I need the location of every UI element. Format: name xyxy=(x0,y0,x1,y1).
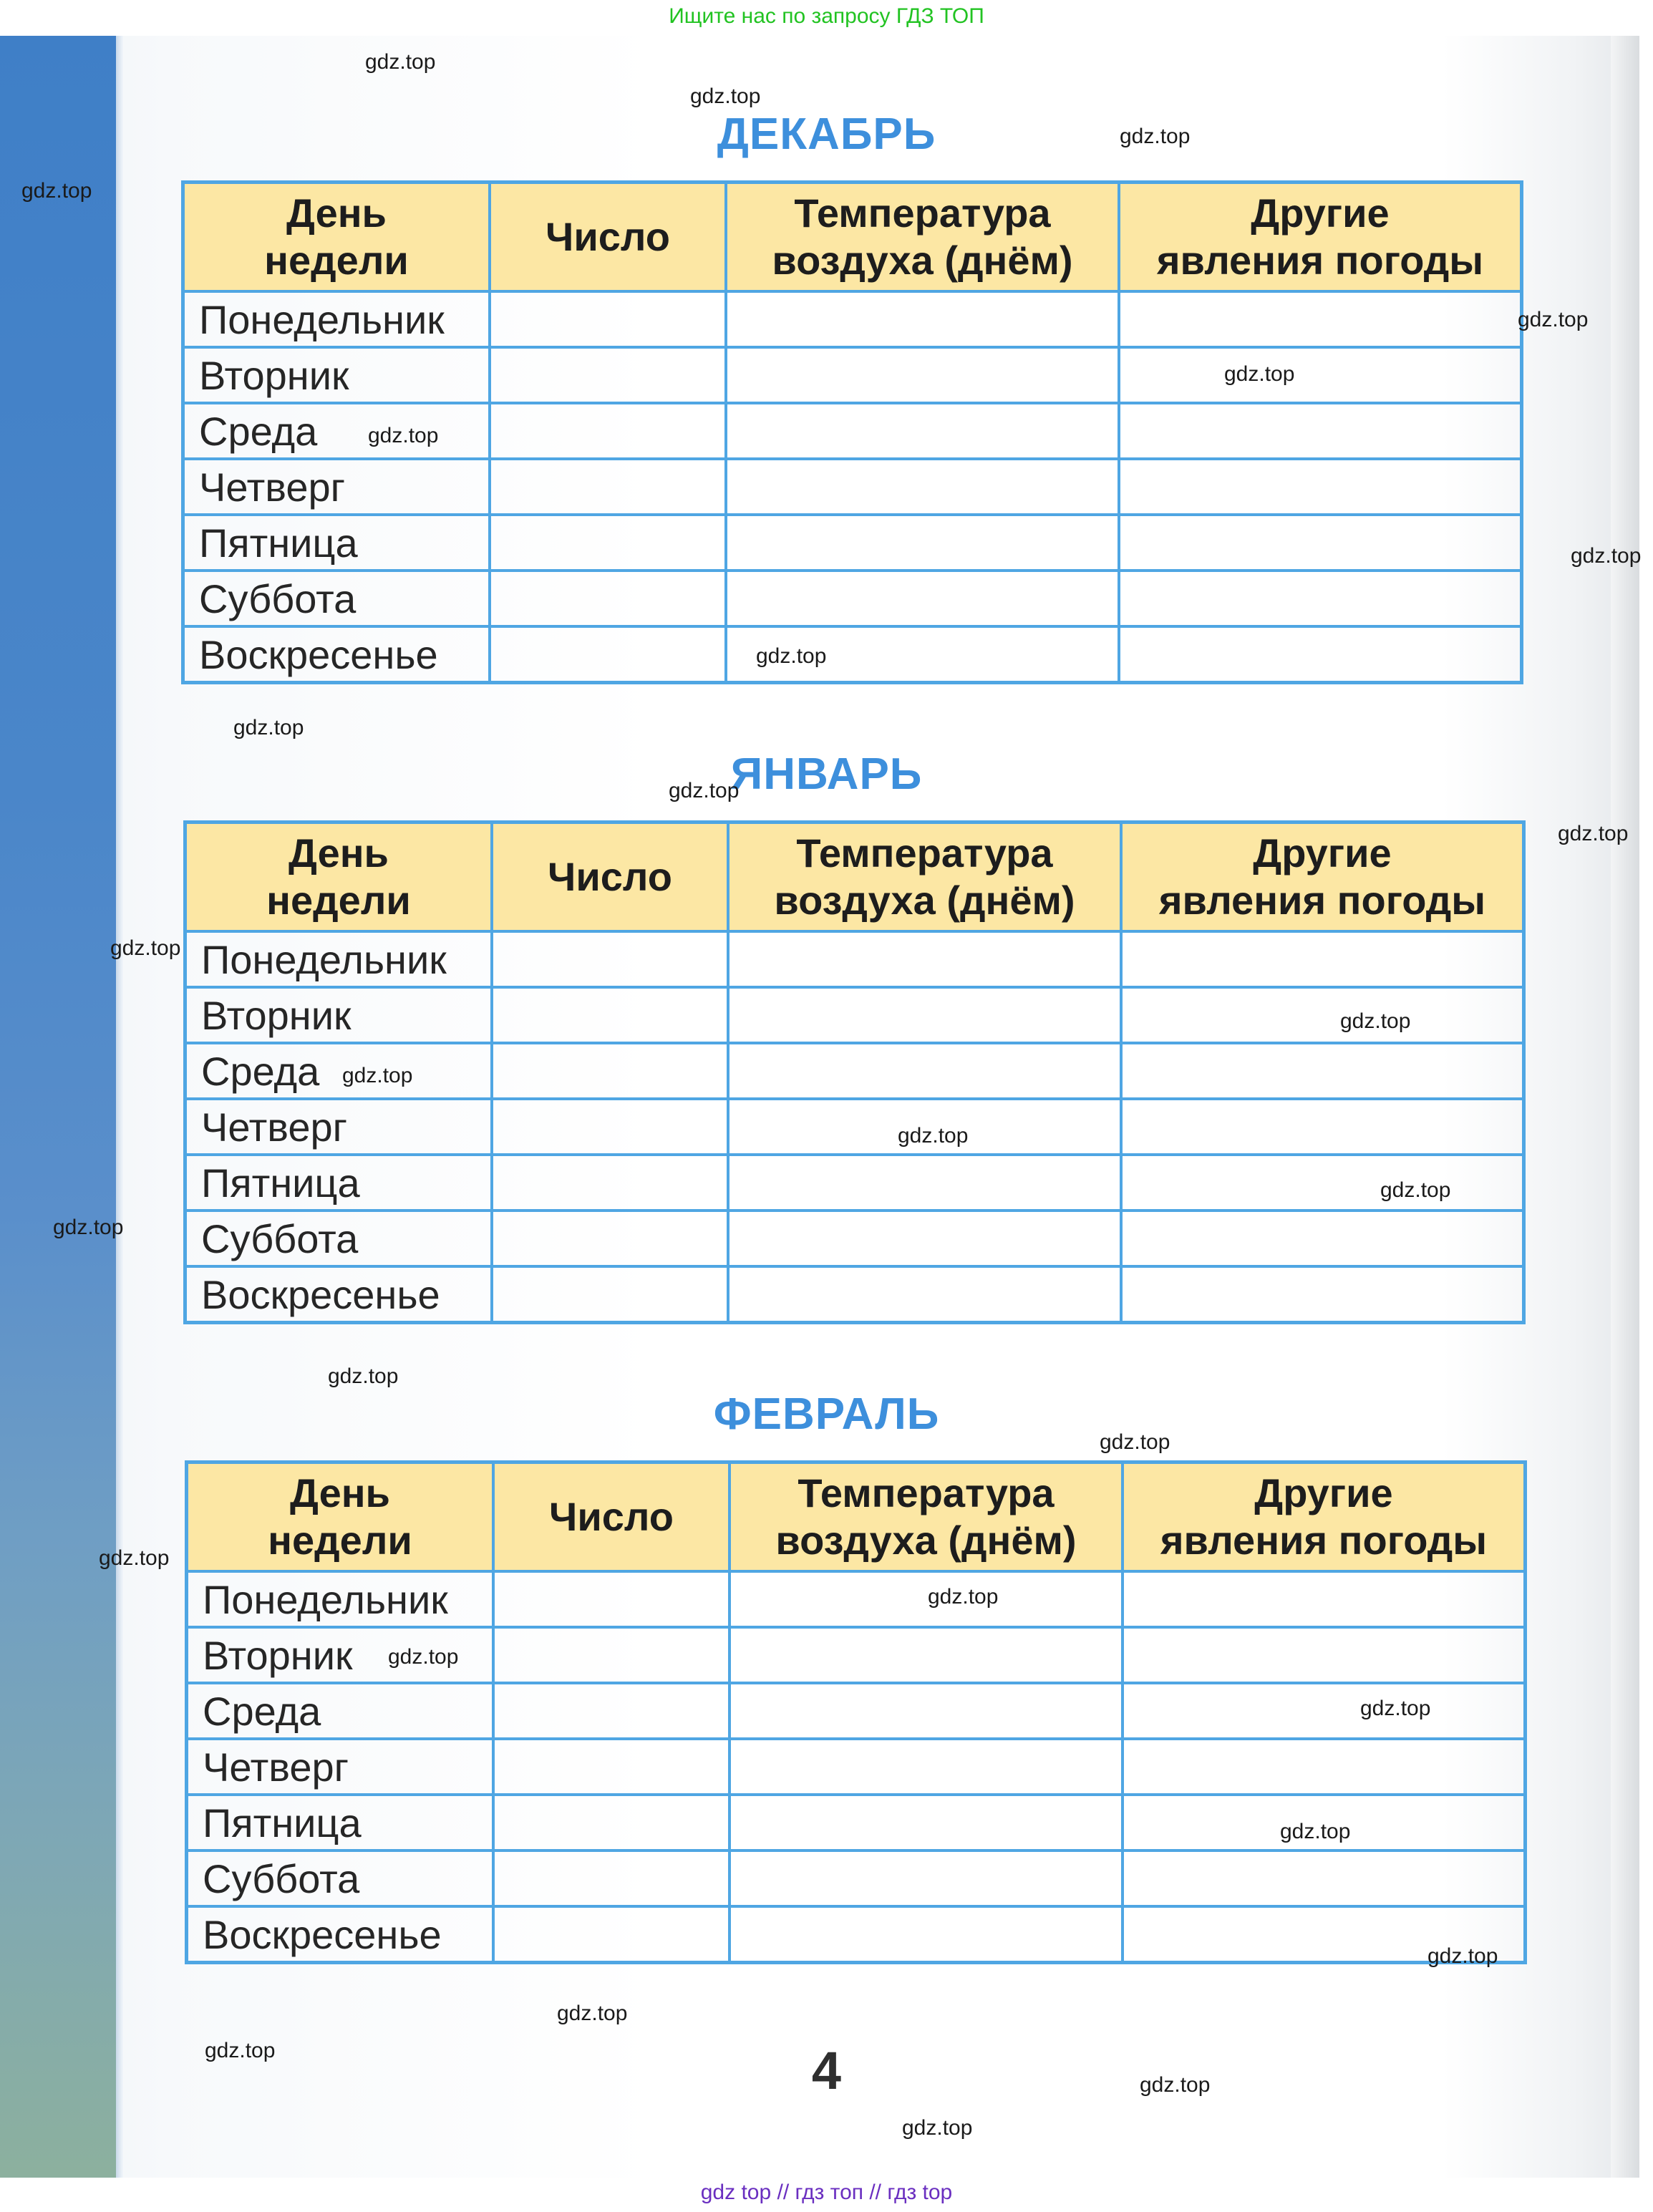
table-row xyxy=(185,1211,1524,1266)
table-row xyxy=(187,1683,1526,1739)
other-weather-cell[interactable] xyxy=(1119,403,1522,459)
other-weather-cell[interactable] xyxy=(1119,515,1522,571)
other-weather-cell[interactable] xyxy=(1121,1266,1524,1323)
header-day-of-week xyxy=(183,183,490,292)
temperature-cell[interactable] xyxy=(728,931,1121,987)
day-cell: Воскресенье xyxy=(185,1266,493,1323)
other-weather-cell[interactable] xyxy=(1121,1099,1524,1155)
day-cell: Понедельник xyxy=(185,931,493,987)
header-day-line2: недели xyxy=(268,1518,412,1563)
temperature-cell[interactable] xyxy=(728,1266,1121,1323)
watermark: gdz.top xyxy=(557,2002,628,2025)
table-header-row xyxy=(183,183,1522,292)
day-cell: Суббота xyxy=(185,1211,493,1266)
header-temp-line1: Температура xyxy=(794,190,1051,236)
other-weather-cell[interactable] xyxy=(1119,459,1522,515)
number-cell[interactable] xyxy=(493,1906,729,1963)
temperature-cell[interactable] xyxy=(729,1739,1123,1795)
header-other-line2: явления погоды xyxy=(1156,238,1484,283)
watermark: gdz.top xyxy=(21,179,92,203)
weather-table-february xyxy=(185,1460,1527,1964)
footer-links[interactable]: gdz top // гдз топ // гдз top xyxy=(700,2181,953,2204)
number-cell[interactable] xyxy=(490,626,726,683)
number-cell[interactable] xyxy=(493,1795,729,1850)
other-weather-cell[interactable] xyxy=(1121,1043,1524,1099)
other-weather-cell[interactable] xyxy=(1119,291,1522,347)
other-weather-cell[interactable] xyxy=(1123,1850,1526,1906)
header-day-of-week xyxy=(187,1462,494,1572)
header-day-line2: недели xyxy=(266,878,411,923)
header-other-line2: явления погоды xyxy=(1158,878,1486,923)
table-row xyxy=(187,1571,1526,1627)
table-row xyxy=(185,1099,1524,1155)
table-row xyxy=(185,1266,1524,1323)
day-cell: Суббота xyxy=(187,1850,494,1906)
header-number: Число xyxy=(490,183,726,292)
watermark: gdz.top xyxy=(99,1546,170,1570)
number-cell[interactable] xyxy=(490,347,726,403)
watermark: gdz.top xyxy=(1380,1178,1451,1202)
temperature-cell[interactable] xyxy=(726,515,1119,571)
day-cell: Пятница xyxy=(183,515,490,571)
watermark: gdz.top xyxy=(1558,822,1629,845)
other-weather-cell[interactable] xyxy=(1123,1683,1526,1739)
temperature-cell[interactable] xyxy=(726,571,1119,626)
table-row xyxy=(183,291,1522,347)
day-cell: Суббота xyxy=(183,571,490,626)
number-cell[interactable] xyxy=(490,403,726,459)
day-cell: Понедельник xyxy=(183,291,490,347)
table-row xyxy=(187,1906,1526,1963)
table-header-row xyxy=(185,823,1524,932)
header-temp-line2: воздуха (днём) xyxy=(775,1518,1077,1563)
day-cell: Четверг xyxy=(185,1099,493,1155)
other-weather-cell[interactable] xyxy=(1119,626,1522,683)
number-cell[interactable] xyxy=(490,459,726,515)
watermark: gdz.top xyxy=(1140,2073,1211,2097)
temperature-cell[interactable] xyxy=(729,1571,1123,1627)
other-weather-cell[interactable] xyxy=(1119,571,1522,626)
spine-edge xyxy=(116,36,123,2178)
number-cell[interactable] xyxy=(493,1627,729,1683)
header-other-line1: Другие xyxy=(1254,1470,1393,1515)
number-cell[interactable] xyxy=(493,1850,729,1906)
header-day-line1: День xyxy=(289,830,389,875)
month-title-february: ФЕВРАЛЬ xyxy=(713,1389,940,1439)
other-weather-cell[interactable] xyxy=(1123,1739,1526,1795)
header-temperature xyxy=(729,1462,1123,1572)
watermark: gdz.top xyxy=(1224,362,1295,386)
watermark: gdz.top xyxy=(1518,308,1589,331)
number-cell[interactable] xyxy=(493,1739,729,1795)
day-cell: Вторник xyxy=(187,1627,494,1683)
watermark: gdz.top xyxy=(233,716,304,739)
other-weather-cell[interactable] xyxy=(1121,1155,1524,1211)
header-temp-line2: воздуха (днём) xyxy=(774,878,1075,923)
watermark: gdz.top xyxy=(1280,1820,1351,1843)
day-cell: Среда xyxy=(187,1683,494,1739)
watermark: gdz.top xyxy=(690,84,761,108)
header-number: Число xyxy=(493,1462,729,1572)
header-temp-line1: Температура xyxy=(796,830,1053,875)
table-row xyxy=(187,1627,1526,1683)
temperature-cell[interactable] xyxy=(726,291,1119,347)
header-temp-line2: воздуха (днём) xyxy=(772,238,1073,283)
other-weather-cell[interactable] xyxy=(1121,931,1524,987)
table-header-row xyxy=(187,1462,1526,1572)
temperature-cell[interactable] xyxy=(728,1155,1121,1211)
watermark: gdz.top xyxy=(205,2039,276,2062)
header-day-line2: недели xyxy=(264,238,409,283)
header-other-line1: Другие xyxy=(1251,190,1390,236)
day-cell: Пятница xyxy=(187,1795,494,1850)
day-cell: Четверг xyxy=(187,1739,494,1795)
number-cell[interactable] xyxy=(492,987,728,1043)
watermark: gdz.top xyxy=(898,1124,969,1148)
watermark: gdz.top xyxy=(110,936,181,960)
table-row xyxy=(183,626,1522,683)
other-weather-cell[interactable] xyxy=(1121,1211,1524,1266)
watermark: gdz.top xyxy=(1427,1944,1498,1968)
other-weather-cell[interactable] xyxy=(1119,347,1522,403)
temperature-cell[interactable] xyxy=(729,1795,1123,1850)
watermark: gdz.top xyxy=(928,1585,999,1609)
day-cell: Воскресенье xyxy=(183,626,490,683)
temperature-cell[interactable] xyxy=(729,1683,1123,1739)
watermark: gdz.top xyxy=(368,424,439,447)
temperature-cell[interactable] xyxy=(729,1627,1123,1683)
watermark: gdz.top xyxy=(1100,1430,1170,1454)
header-other-line2: явления погоды xyxy=(1160,1518,1488,1563)
temperature-cell[interactable] xyxy=(726,403,1119,459)
temperature-cell[interactable] xyxy=(726,347,1119,403)
watermark: gdz.top xyxy=(365,50,436,74)
number-cell[interactable] xyxy=(492,1155,728,1211)
month-title-december: ДЕКАБРЬ xyxy=(717,110,936,159)
day-cell: Среда xyxy=(185,1043,493,1099)
table-row xyxy=(187,1850,1526,1906)
header-temperature xyxy=(726,183,1119,292)
number-cell[interactable] xyxy=(492,1099,728,1155)
watermark: gdz.top xyxy=(1340,1009,1411,1033)
table-row xyxy=(185,987,1524,1043)
temperature-cell[interactable] xyxy=(728,1043,1121,1099)
day-cell: Среда xyxy=(183,403,490,459)
table-row xyxy=(185,931,1524,987)
header-day-of-week xyxy=(185,823,493,932)
header-other-line1: Другие xyxy=(1253,830,1392,875)
table-row xyxy=(183,571,1522,626)
watermark: gdz.top xyxy=(328,1364,399,1388)
day-cell: Воскресенье xyxy=(187,1906,494,1963)
watermark: gdz.top xyxy=(669,779,740,802)
table-row xyxy=(183,347,1522,403)
temperature-cell[interactable] xyxy=(728,987,1121,1043)
temperature-cell[interactable] xyxy=(726,459,1119,515)
watermark: gdz.top xyxy=(388,1645,459,1669)
day-cell: Пятница xyxy=(185,1155,493,1211)
month-title-january: ЯНВАРЬ xyxy=(730,750,923,799)
temperature-cell[interactable] xyxy=(728,1211,1121,1266)
day-cell: Понедельник xyxy=(187,1571,494,1627)
watermark: gdz.top xyxy=(902,2116,973,2140)
temperature-cell[interactable] xyxy=(729,1906,1123,1963)
number-cell[interactable] xyxy=(492,1043,728,1099)
number-cell[interactable] xyxy=(493,1571,729,1627)
page-number: 4 xyxy=(811,2041,842,2100)
header-other-weather xyxy=(1123,1462,1526,1572)
header-other-weather xyxy=(1121,823,1524,932)
other-weather-cell[interactable] xyxy=(1123,1571,1526,1627)
watermark: gdz.top xyxy=(1571,544,1642,568)
header-other-weather xyxy=(1119,183,1522,292)
number-cell[interactable] xyxy=(492,1266,728,1323)
temperature-cell[interactable] xyxy=(729,1850,1123,1906)
day-cell: Вторник xyxy=(185,987,493,1043)
table-row xyxy=(185,1155,1524,1211)
number-cell[interactable] xyxy=(490,515,726,571)
header-temp-line1: Температура xyxy=(798,1470,1055,1515)
watermark: gdz.top xyxy=(342,1064,413,1087)
top-banner[interactable]: Ищите нас по запросу ГДЗ ТОП xyxy=(669,4,984,28)
watermark: gdz.top xyxy=(1360,1697,1431,1720)
number-cell[interactable] xyxy=(492,1211,728,1266)
other-weather-cell[interactable] xyxy=(1123,1627,1526,1683)
header-day-line1: День xyxy=(286,190,387,236)
day-cell: Четверг xyxy=(183,459,490,515)
table-row xyxy=(183,515,1522,571)
watermark: gdz.top xyxy=(1120,125,1191,148)
page-fold xyxy=(1611,36,1639,2178)
header-day-line1: День xyxy=(290,1470,390,1515)
day-cell: Вторник xyxy=(183,347,490,403)
other-weather-cell[interactable] xyxy=(1121,987,1524,1043)
header-temperature xyxy=(728,823,1121,932)
number-cell[interactable] xyxy=(490,291,726,347)
watermark: gdz.top xyxy=(53,1216,124,1239)
table-row xyxy=(187,1739,1526,1795)
table-row xyxy=(183,459,1522,515)
number-cell[interactable] xyxy=(490,571,726,626)
number-cell[interactable] xyxy=(492,931,728,987)
watermark: gdz.top xyxy=(756,644,827,668)
header-number: Число xyxy=(492,823,728,932)
number-cell[interactable] xyxy=(493,1683,729,1739)
book-spine xyxy=(0,36,116,2178)
